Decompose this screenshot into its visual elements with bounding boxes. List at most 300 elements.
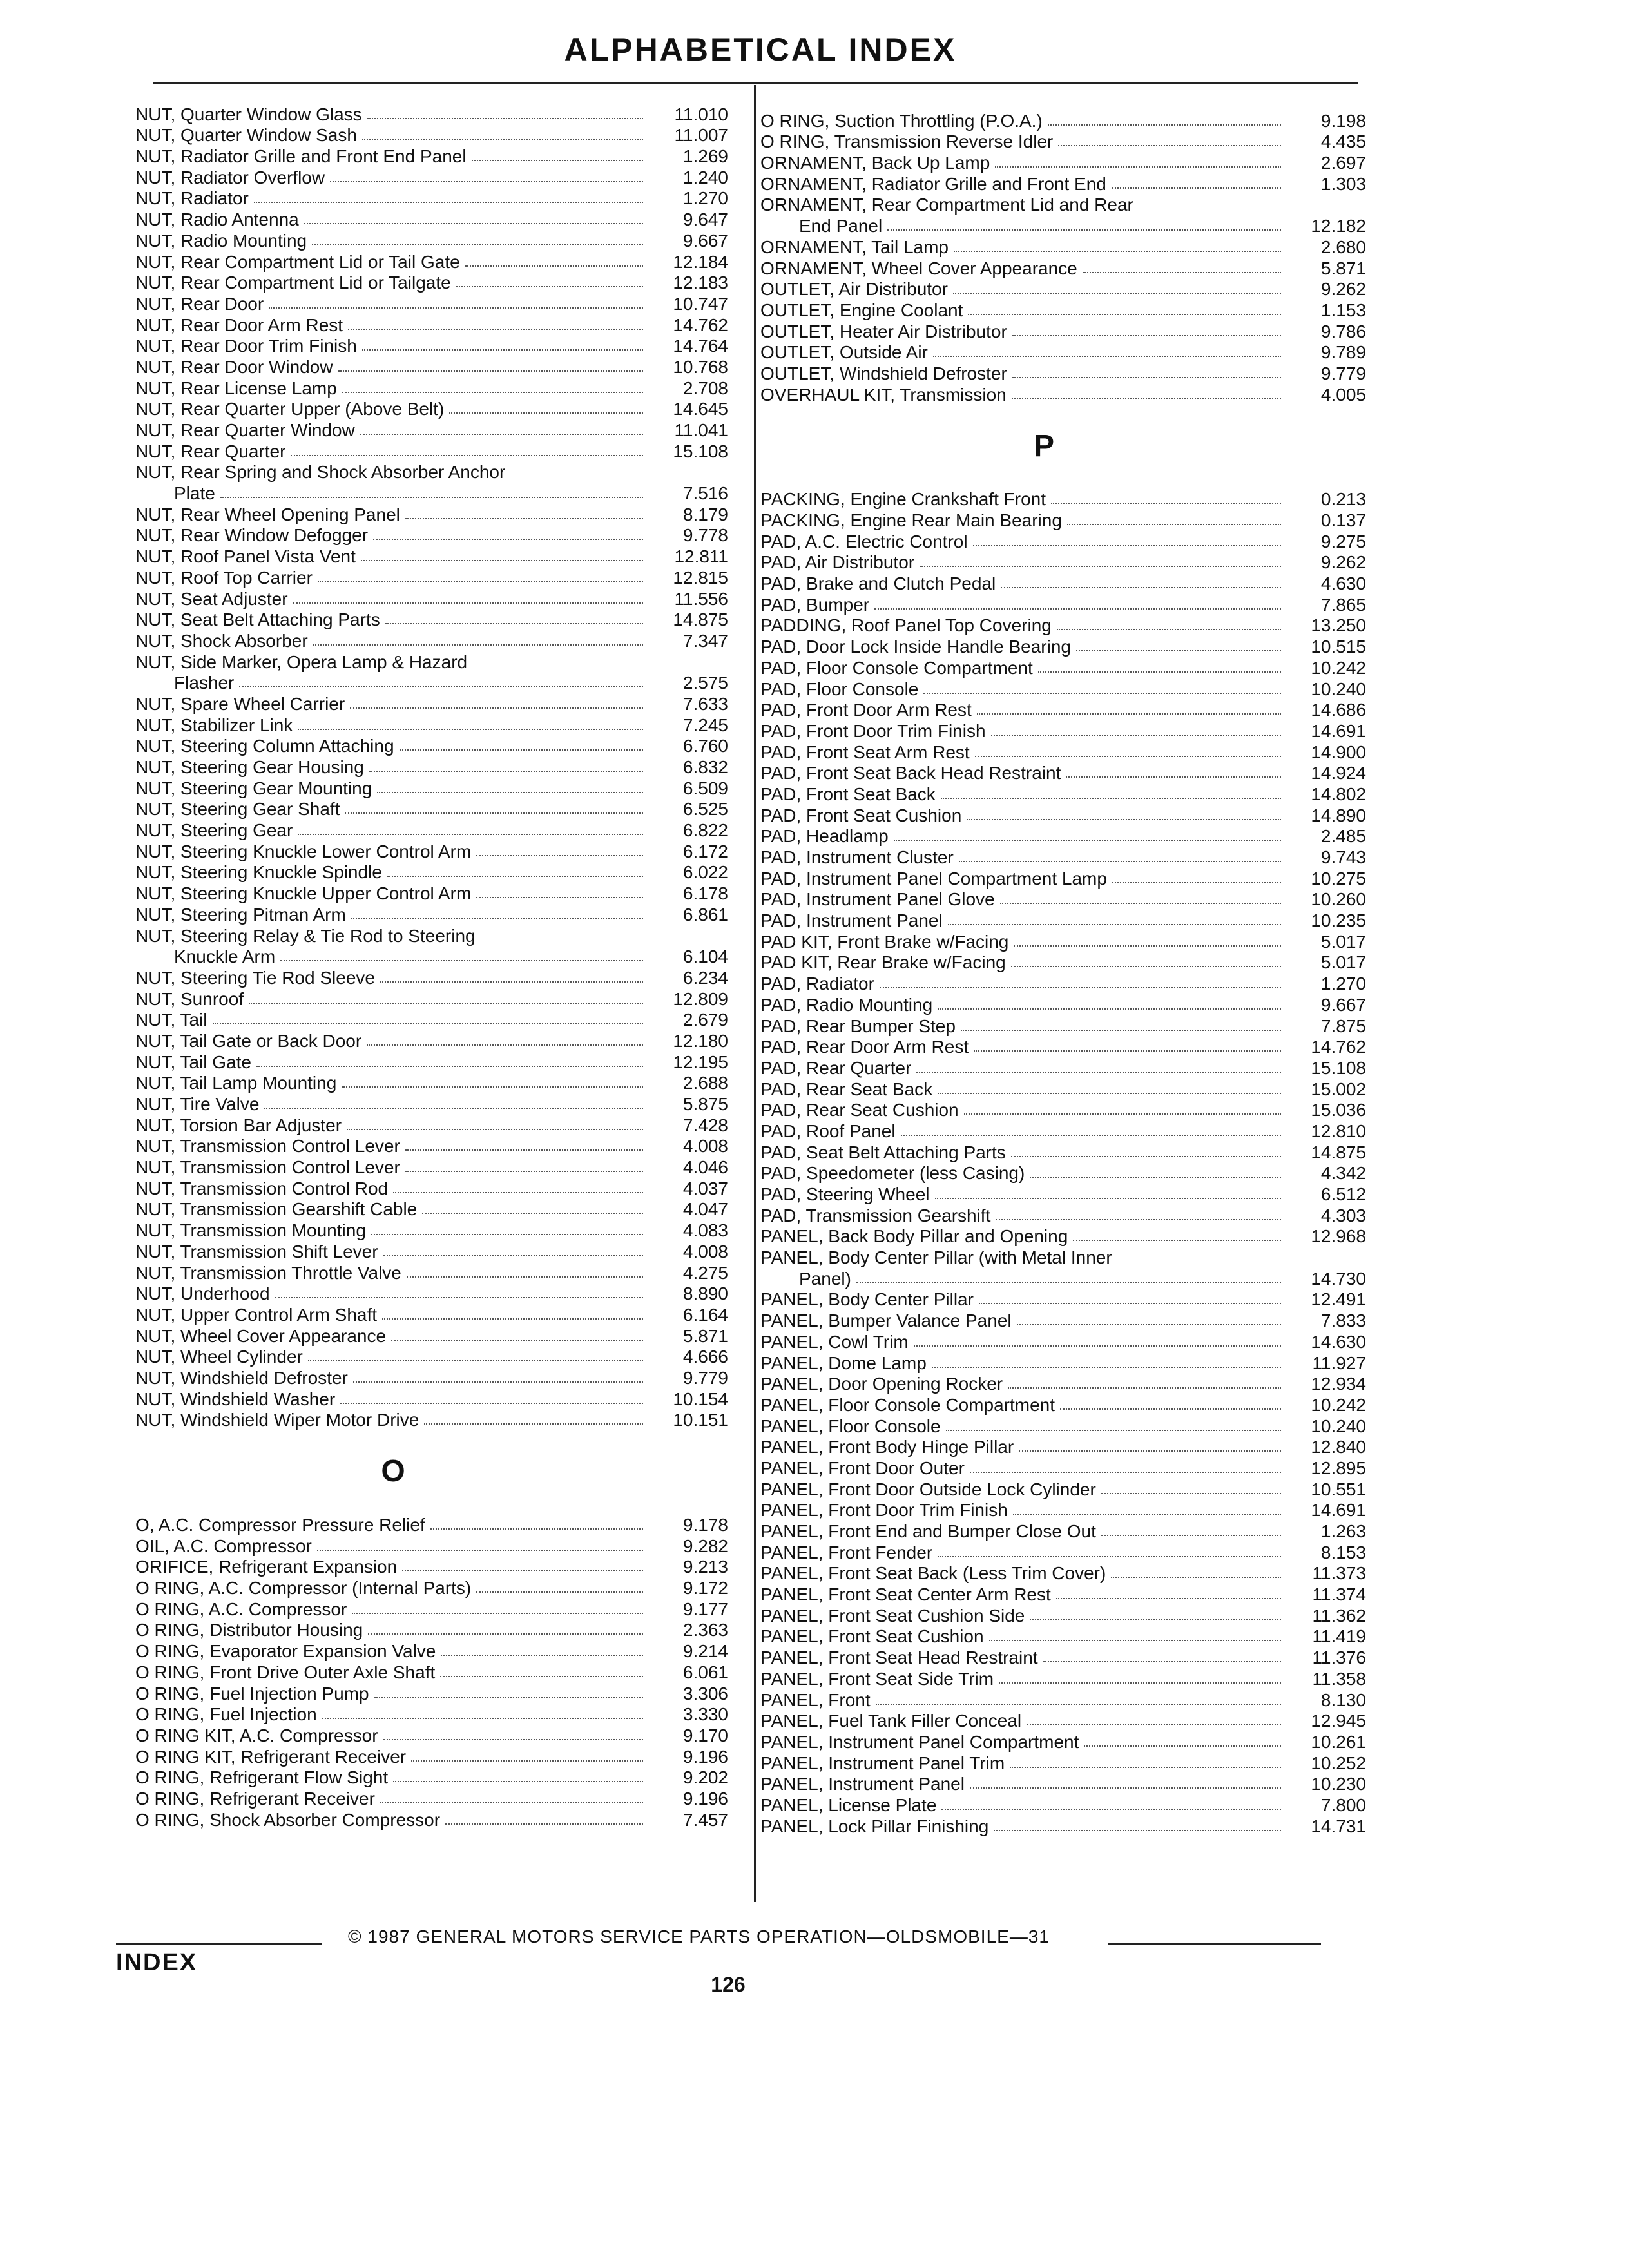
entry-label-wrap	[760, 1059, 1289, 1078]
dot-leader	[920, 566, 1281, 567]
entry-page-ref: 6.104	[682, 947, 728, 967]
index-entry	[135, 1367, 728, 1388]
entry-label-continued: Plate	[174, 484, 215, 504]
entry-label-wrap	[760, 1143, 1289, 1162]
entry-label: NUT, Tire Valve	[135, 1095, 260, 1115]
entry-page-ref: 8.890	[682, 1283, 728, 1304]
index-entry	[760, 593, 1366, 615]
index-entry	[135, 798, 728, 820]
entry-page-ref: 14.645	[673, 399, 728, 419]
dot-leader	[440, 1676, 643, 1677]
dot-leader	[933, 356, 1281, 357]
dot-leader	[935, 1198, 1282, 1199]
dot-leader	[1058, 145, 1281, 146]
dot-leader	[914, 1345, 1281, 1347]
index-entry	[135, 925, 728, 966]
index-entry	[760, 151, 1366, 173]
entry-label: PANEL, Front Seat Cushion Side	[760, 1606, 1025, 1626]
index-entry	[135, 840, 728, 861]
entry-label: PANEL, Body Center Pillar	[760, 1290, 974, 1310]
entry-label-wrap	[135, 1116, 651, 1135]
entry-page-ref: 4.008	[682, 1241, 728, 1262]
dot-leader	[402, 1570, 643, 1571]
dot-leader	[385, 623, 643, 624]
entry-label-wrap	[135, 189, 651, 208]
entry-page-ref: 6.061	[682, 1662, 728, 1682]
entry-label: NUT, Rear Door Arm Rest	[135, 315, 343, 335]
index-entry	[135, 229, 728, 251]
entry-label-wrap	[760, 1396, 1289, 1415]
entry-page-ref: 9.779	[682, 1367, 728, 1388]
index-entry	[760, 1246, 1366, 1288]
entry-label-wrap	[760, 1606, 1289, 1626]
entry-label: NUT, Roof Top Carrier	[135, 568, 313, 588]
entry-page-ref: 7.633	[682, 693, 728, 714]
index-entry	[135, 1114, 728, 1135]
entry-label: PANEL, Front Seat Side Trim	[760, 1669, 994, 1689]
entry-label: NUT, Rear Quarter	[135, 441, 286, 461]
dot-leader	[1060, 1408, 1281, 1410]
index-entry	[760, 1604, 1366, 1626]
index-entry	[760, 299, 1366, 320]
dot-leader	[1017, 1324, 1281, 1325]
entry-page-ref: 9.177	[682, 1599, 728, 1619]
entry-page-ref: 1.270	[682, 188, 728, 209]
entry-label-wrap	[760, 175, 1289, 194]
index-entry	[135, 503, 728, 524]
entry-label-continued: Knuckle Arm	[174, 947, 276, 967]
entry-label-wrap	[760, 637, 1289, 657]
dot-leader	[264, 1108, 643, 1109]
entry-label: NUT, Transmission Gearshift Cable	[135, 1200, 418, 1220]
entry-label-wrap	[135, 1053, 651, 1072]
entry-label-wrap	[135, 231, 651, 251]
dot-leader	[430, 1528, 643, 1530]
entry-page-ref: 1.269	[682, 146, 728, 167]
entry-label-wrap	[760, 953, 1289, 972]
entry-page-ref: 12.184	[673, 251, 728, 272]
dot-leader	[953, 293, 1281, 294]
index-entry	[760, 615, 1366, 636]
dot-leader	[373, 539, 643, 540]
entry-page-ref: 11.376	[1312, 1648, 1366, 1668]
index-entry	[760, 825, 1366, 847]
entry-page-ref: 4.005	[1320, 384, 1366, 405]
dot-leader	[256, 1066, 643, 1067]
entry-label: ORNAMENT, Back Up Lamp	[760, 153, 990, 173]
dot-leader	[991, 735, 1281, 736]
entry-page-ref: 9.779	[1320, 363, 1366, 383]
index-entry	[760, 1309, 1366, 1331]
index-entry	[760, 867, 1366, 889]
entry-label: PAD, Rear Door Arm Rest	[760, 1037, 969, 1057]
index-entry	[135, 166, 728, 187]
entry-label-wrap	[760, 111, 1289, 131]
entry-page-ref: 12.945	[1311, 1711, 1366, 1731]
index-entry	[760, 1667, 1366, 1689]
entry-label: NUT, Upper Control Arm Shaft	[135, 1305, 378, 1325]
entry-label-wrap	[135, 1557, 651, 1577]
entry-page-ref: 14.890	[1311, 805, 1366, 825]
dot-leader	[974, 1050, 1281, 1052]
index-entry	[135, 651, 728, 693]
entry-label-wrap	[135, 147, 651, 166]
dot-leader	[1112, 187, 1281, 189]
entry-page-ref: 14.875	[673, 610, 728, 630]
index-entry	[135, 377, 728, 398]
entry-label-wrap	[135, 863, 651, 882]
entry-label-wrap	[760, 1269, 1289, 1289]
index-entry	[135, 398, 728, 419]
index-entry-line	[135, 946, 728, 967]
entry-label: NUT, Shock Absorber	[135, 631, 308, 651]
entry-label-wrap	[135, 1600, 651, 1619]
entry-label-wrap	[135, 1073, 651, 1093]
entry-page-ref: 4.008	[682, 1136, 728, 1157]
dot-leader	[901, 1135, 1281, 1136]
index-entry	[760, 1415, 1366, 1436]
right-column	[760, 110, 1366, 1836]
index-entry-line	[135, 482, 728, 503]
entry-page-ref: 6.861	[682, 904, 728, 925]
dot-leader	[347, 1129, 643, 1130]
entry-label: OUTLET, Outside Air	[760, 343, 928, 363]
entry-label-wrap	[760, 1522, 1289, 1541]
entry-label: NUT, Radiator Overflow	[135, 168, 325, 187]
entry-page-ref: 7.865	[1320, 594, 1366, 615]
entry-label-wrap	[760, 1164, 1289, 1183]
index-entry	[760, 173, 1366, 194]
dot-leader	[220, 497, 643, 498]
entry-label: O RING, Fuel Injection Pump	[135, 1684, 369, 1704]
dot-leader	[874, 608, 1281, 610]
dot-leader	[968, 314, 1281, 315]
header-rule	[153, 82, 1358, 84]
dot-leader	[304, 223, 643, 224]
entry-label-wrap	[760, 869, 1289, 889]
entry-label: PAD, Floor Console Compartment	[760, 658, 1033, 678]
index-entry	[135, 356, 728, 377]
entry-page-ref: 14.924	[1311, 763, 1366, 783]
entry-page-ref: 9.778	[682, 525, 728, 546]
dot-leader	[383, 1255, 643, 1256]
entry-label-wrap	[135, 210, 651, 229]
dot-leader	[1030, 1177, 1281, 1178]
index-entry	[135, 1177, 728, 1198]
entry-label: PAD, Instrument Cluster	[760, 848, 954, 868]
entry-label-wrap	[135, 990, 651, 1009]
entry-label-wrap	[135, 716, 651, 735]
entry-page-ref: 14.691	[1311, 720, 1366, 741]
entry-label: NUT, Rear Door	[135, 294, 264, 314]
entry-label: NUT, Sunroof	[135, 989, 244, 1009]
entry-label-wrap	[135, 442, 651, 461]
page-title: ALPHABETICAL INDEX	[564, 32, 957, 68]
entry-label-wrap	[760, 490, 1289, 509]
entry-label: PANEL, Body Center Pillar (with Metal Inner	[760, 1247, 1112, 1268]
entry-label-wrap	[760, 974, 1289, 994]
entry-label: NUT, Wheel Cover Appearance	[135, 1326, 387, 1346]
dot-leader	[369, 771, 643, 772]
entry-label-wrap	[135, 1579, 651, 1598]
entry-page-ref: 13.250	[1311, 615, 1366, 636]
entry-label: OUTLET, Windshield Defroster	[760, 363, 1007, 383]
dot-leader	[975, 756, 1281, 757]
index-entry-line	[135, 672, 728, 693]
index-entry	[135, 1409, 728, 1430]
index-entry	[135, 1514, 728, 1535]
entry-label: NUT, Steering Knuckle Upper Control Arm	[135, 884, 472, 904]
entry-page-ref: 1.303	[1320, 173, 1366, 194]
entry-label: NUT, Transmission Shift Lever	[135, 1242, 378, 1262]
entry-label-wrap	[760, 364, 1289, 383]
entry-page-ref: 10.747	[673, 293, 728, 314]
entry-label: ORNAMENT, Rear Compartment Lid and Rear	[760, 195, 1133, 215]
entry-page-ref: 6.022	[682, 862, 728, 883]
entry-label: NUT, Transmission Throttle Valve	[135, 1263, 401, 1283]
dot-leader	[383, 1739, 643, 1740]
index-entry	[135, 609, 728, 630]
entry-label-wrap	[135, 1705, 651, 1724]
entry-label: NUT, Tail Lamp Mounting	[135, 1073, 337, 1093]
entry-label-wrap	[135, 968, 651, 988]
entry-page-ref: 11.419	[1312, 1626, 1366, 1647]
index-entry	[135, 1619, 728, 1640]
entry-label: NUT, Rear Quarter Window	[135, 421, 355, 440]
entry-label: OUTLET, Engine Coolant	[760, 300, 963, 320]
index-entry	[760, 362, 1366, 383]
index-entry	[760, 1773, 1366, 1794]
entry-label: NUT, Tail Gate	[135, 1052, 251, 1072]
entry-label: O RING, Fuel Injection	[135, 1705, 317, 1725]
entry-label-wrap	[760, 595, 1289, 615]
entry-page-ref: 9.214	[682, 1641, 728, 1662]
entry-page-ref: 9.667	[682, 230, 728, 251]
index-entry	[760, 804, 1366, 825]
dot-leader	[291, 455, 643, 456]
entry-label: NUT, Steering Gear	[135, 821, 293, 841]
dot-leader	[1051, 503, 1281, 504]
entry-label-wrap	[760, 1080, 1289, 1099]
index-entry	[135, 187, 728, 209]
entry-page-ref: 9.743	[1320, 847, 1366, 868]
entry-label: PANEL, Instrument Panel Trim	[760, 1753, 1005, 1773]
entry-page-ref: 7.428	[682, 1115, 728, 1135]
dot-leader	[308, 1360, 643, 1361]
entry-page-ref: 7.875	[1320, 1015, 1366, 1036]
dot-leader	[317, 1550, 643, 1551]
entry-label-wrap	[760, 216, 1289, 236]
index-entry	[760, 1626, 1366, 1647]
entry-label: NUT, Quarter Window Sash	[135, 126, 357, 146]
entry-page-ref: 10.230	[1311, 1774, 1366, 1794]
entry-label: NUT, Rear Spring and Shock Absorber Anchor	[135, 462, 506, 483]
entry-label-wrap	[760, 1648, 1289, 1667]
dot-leader	[338, 370, 643, 372]
entry-label-wrap	[760, 322, 1289, 341]
dot-leader	[1057, 629, 1281, 630]
entry-page-ref: 2.575	[682, 673, 728, 693]
dot-leader	[916, 1072, 1281, 1073]
entry-label: PAD, Roof Panel	[760, 1121, 896, 1141]
entry-label-wrap	[760, 1374, 1289, 1394]
entry-label-wrap	[760, 1796, 1289, 1815]
entry-label-wrap	[760, 1417, 1289, 1436]
index-entry	[760, 1225, 1366, 1247]
index-entry	[135, 1640, 728, 1661]
entry-label-wrap	[760, 680, 1289, 699]
entry-page-ref: 5.017	[1320, 931, 1366, 952]
dot-leader	[1084, 1745, 1281, 1747]
entry-label: PANEL, Instrument Panel Compartment	[760, 1732, 1079, 1752]
index-entry	[135, 251, 728, 272]
entry-page-ref: 6.822	[682, 820, 728, 841]
index-entry	[760, 1289, 1366, 1310]
entry-label: PAD, Instrument Panel Compartment Lamp	[760, 869, 1107, 889]
dot-leader	[374, 1697, 643, 1698]
entry-label: NUT, Transmission Control Rod	[135, 1178, 389, 1198]
dot-leader	[298, 834, 643, 835]
entry-label: NUT, Rear Door Window	[135, 357, 333, 377]
index-entry	[135, 1704, 728, 1725]
dot-leader	[1001, 587, 1281, 588]
entry-label: NUT, Transmission Mounting	[135, 1221, 366, 1241]
entry-page-ref: 9.262	[1320, 552, 1366, 573]
entry-page-ref: 5.871	[1320, 258, 1366, 278]
entry-label: NUT, Steering Tie Rod Sleeve	[135, 968, 375, 988]
entry-page-ref: 10.261	[1311, 1731, 1366, 1752]
index-entry	[760, 572, 1366, 593]
index-entry	[760, 635, 1366, 657]
dot-leader	[1000, 903, 1281, 904]
index-entry	[760, 1710, 1366, 1731]
entry-label-wrap	[760, 238, 1289, 257]
dot-leader	[298, 729, 643, 730]
dot-leader	[1066, 776, 1281, 778]
entry-label: O RING KIT, Refrigerant Receiver	[135, 1747, 407, 1767]
dot-leader	[1048, 124, 1281, 126]
index-entry	[135, 882, 728, 903]
dot-leader	[1083, 272, 1281, 273]
entry-label-wrap	[760, 259, 1289, 278]
entry-label-wrap	[135, 905, 651, 925]
entry-label-wrap	[135, 736, 651, 756]
entry-label: PAD, Front Seat Back Head Restraint	[760, 764, 1061, 783]
entry-label-wrap	[135, 1410, 651, 1430]
index-entry	[135, 861, 728, 883]
section-label: INDEX	[116, 1949, 198, 1976]
dot-leader	[340, 1403, 643, 1404]
entry-label: PANEL, Front Door Outside Lock Cylinder	[760, 1479, 1096, 1499]
entry-page-ref: 8.179	[682, 504, 728, 524]
entry-label-wrap	[135, 505, 651, 524]
entry-page-ref: 4.666	[682, 1347, 728, 1367]
entry-label: PAD, Transmission Gearshift	[760, 1206, 991, 1225]
index-entry	[135, 1219, 728, 1240]
entry-label: NUT, Rear Compartment Lid or Tailgate	[135, 273, 451, 293]
index-entry	[135, 1745, 728, 1767]
dot-leader	[407, 1276, 643, 1278]
index-entry	[760, 1015, 1366, 1036]
entry-label-wrap	[135, 1811, 651, 1830]
entry-label: NUT, Steering Gear Mounting	[135, 778, 372, 798]
entry-page-ref: 9.786	[1320, 321, 1366, 341]
entry-label-wrap	[135, 1158, 651, 1177]
entry-label: PANEL, Instrument Panel	[760, 1774, 965, 1794]
entry-label-wrap	[135, 758, 651, 777]
dot-leader	[387, 876, 643, 877]
entry-page-ref: 9.213	[682, 1557, 728, 1577]
entry-label-wrap	[135, 273, 651, 293]
entry-page-ref: 4.046	[682, 1157, 728, 1178]
entry-label: NUT, Seat Adjuster	[135, 589, 288, 609]
entry-label: NUT, Side Marker, Opera Lamp & Hazard	[135, 651, 468, 672]
entry-label-wrap	[760, 1564, 1289, 1583]
entry-label-wrap	[135, 1284, 651, 1303]
entry-label-wrap	[760, 890, 1289, 909]
entry-label-wrap	[135, 1305, 651, 1325]
entry-label-wrap	[760, 1543, 1289, 1562]
entry-label: PANEL, Front	[760, 1690, 871, 1710]
entry-label-wrap	[760, 658, 1289, 678]
section-letter: P	[1033, 428, 1054, 463]
index-entry-line	[135, 461, 728, 483]
entry-label: NUT, Underhood	[135, 1284, 270, 1304]
entry-page-ref: 12.934	[1311, 1374, 1366, 1394]
entry-label-wrap	[135, 1032, 651, 1051]
entry-page-ref: 6.832	[682, 757, 728, 778]
dot-leader	[1043, 1661, 1281, 1662]
dot-leader	[961, 1030, 1281, 1031]
index-entry	[135, 335, 728, 356]
entry-label: PANEL, Cowl Trim	[760, 1332, 909, 1352]
entry-label: NUT, Steering Pitman Arm	[135, 905, 346, 925]
index-entry	[760, 1352, 1366, 1373]
index-entry	[135, 440, 728, 461]
dot-leader	[441, 1655, 643, 1656]
entry-label-wrap	[135, 673, 651, 693]
index-entry	[760, 131, 1366, 152]
entry-label-wrap	[135, 631, 651, 651]
entry-label: ORIFICE, Refrigerant Expansion	[135, 1557, 398, 1577]
index-entry	[760, 1141, 1366, 1162]
dot-leader	[1011, 966, 1281, 967]
index-entry	[135, 545, 728, 566]
index-entry	[135, 1156, 728, 1177]
dot-leader	[923, 693, 1281, 694]
index-entry	[135, 1556, 728, 1577]
index-entry	[135, 1787, 728, 1809]
index-entry	[760, 972, 1366, 994]
index-entry	[760, 1478, 1366, 1499]
dot-leader	[977, 713, 1281, 715]
entry-label-wrap	[135, 547, 651, 566]
entry-label: NUT, Spare Wheel Carrier	[135, 694, 345, 714]
index-entry	[760, 762, 1366, 783]
entry-label: PAD, Rear Seat Back	[760, 1079, 933, 1099]
entry-label: PAD, Brake and Clutch Pedal	[760, 574, 996, 594]
page-number: 126	[711, 1973, 746, 1996]
entry-page-ref: 10.515	[1311, 637, 1366, 657]
entry-page-ref: 1.263	[1320, 1521, 1366, 1542]
index-entry	[135, 145, 728, 166]
entry-label-wrap	[760, 1585, 1289, 1604]
entry-page-ref: 5.871	[682, 1325, 728, 1346]
dot-leader	[213, 1023, 643, 1024]
entry-label: NUT, Steering Relay & Tie Rod to Steering	[135, 925, 476, 946]
entry-label: PAD, A.C. Electric Control	[760, 532, 968, 552]
entry-label: PAD, Instrument Panel	[760, 911, 943, 931]
